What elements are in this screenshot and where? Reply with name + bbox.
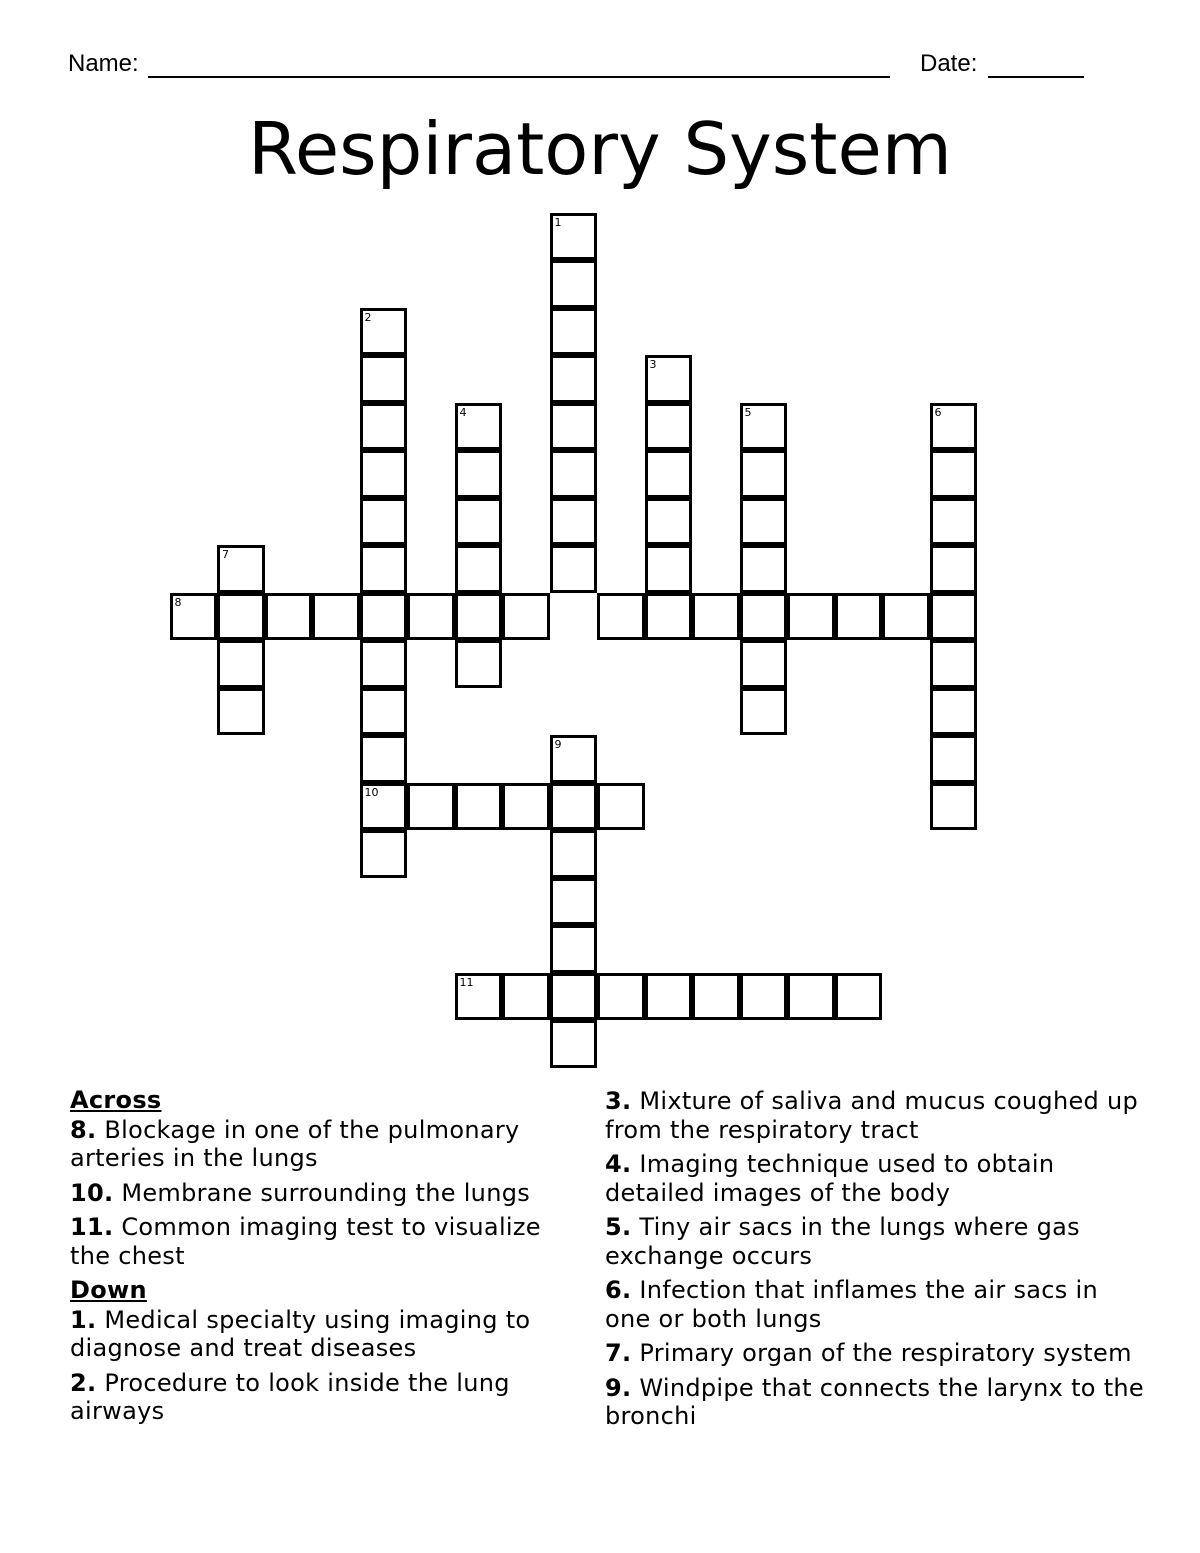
crossword-cell[interactable] xyxy=(265,593,313,641)
crossword-cell[interactable] xyxy=(407,593,455,641)
clue-item xyxy=(605,1213,1145,1270)
crossword-cell[interactable] xyxy=(930,735,978,783)
crossword-cell[interactable] xyxy=(550,783,598,831)
clue-item xyxy=(70,1116,570,1173)
crossword-cell[interactable] xyxy=(360,688,408,736)
crossword-cell-11[interactable] xyxy=(455,973,503,1021)
crossword-cell[interactable] xyxy=(930,593,978,641)
crossword-cell[interactable] xyxy=(407,783,455,831)
crossword-cell[interactable] xyxy=(455,593,503,641)
clue-item xyxy=(605,1374,1145,1431)
crossword-cell[interactable] xyxy=(882,593,930,641)
crossword-cell[interactable] xyxy=(217,593,265,641)
crossword-cell[interactable] xyxy=(930,688,978,736)
clue-number: 11 xyxy=(459,975,474,989)
crossword-cell[interactable] xyxy=(455,783,503,831)
crossword-cell[interactable] xyxy=(550,878,598,926)
crossword-cell-2[interactable] xyxy=(360,308,408,356)
crossword-cell[interactable] xyxy=(787,973,835,1021)
crossword-cell[interactable] xyxy=(692,973,740,1021)
crossword-cell[interactable] xyxy=(550,355,598,403)
crossword-cell[interactable] xyxy=(930,545,978,593)
crossword-cell[interactable] xyxy=(360,498,408,546)
clue-number: 9 xyxy=(554,738,562,751)
crossword-cell[interactable] xyxy=(597,973,645,1021)
crossword-cell[interactable] xyxy=(930,450,978,498)
date-label: Date: xyxy=(920,50,978,77)
crossword-cell[interactable] xyxy=(360,545,408,593)
crossword-cell[interactable] xyxy=(550,308,598,356)
crossword-cell[interactable] xyxy=(550,498,598,546)
clue-item xyxy=(605,1087,1145,1144)
crossword-cell[interactable] xyxy=(455,545,503,593)
crossword-cell-5[interactable] xyxy=(740,403,788,451)
clue-item xyxy=(70,1369,570,1426)
clues-left-column xyxy=(70,1084,570,1432)
clue-item xyxy=(605,1339,1145,1368)
crossword-cell[interactable] xyxy=(360,355,408,403)
down-clue-list-continued xyxy=(605,1087,1145,1431)
crossword-cell[interactable] xyxy=(360,735,408,783)
clue-item-text: Imaging technique used to obtain detailed images of the body xyxy=(605,1150,1055,1207)
crossword-cell[interactable] xyxy=(360,403,408,451)
crossword-cell[interactable] xyxy=(740,973,788,1021)
crossword-cell[interactable] xyxy=(455,498,503,546)
crossword-cell[interactable] xyxy=(645,593,693,641)
clue-item-text: Medical specialty using imaging to diagnose and treat diseases xyxy=(70,1305,531,1362)
crossword-cell-4[interactable] xyxy=(455,403,503,451)
crossword-cell[interactable] xyxy=(360,593,408,641)
crossword-cell[interactable] xyxy=(645,403,693,451)
crossword-cell[interactable] xyxy=(455,640,503,688)
name-label: Name: xyxy=(68,50,139,77)
crossword-cell-8[interactable] xyxy=(170,593,218,641)
crossword-cell[interactable] xyxy=(645,498,693,546)
clues-right-column xyxy=(605,1084,1145,1437)
crossword-cell[interactable] xyxy=(930,498,978,546)
clue-number: 4 xyxy=(459,405,467,419)
crossword-cell[interactable] xyxy=(692,593,740,641)
crossword-cell[interactable] xyxy=(740,593,788,641)
crossword-cell[interactable] xyxy=(835,593,883,641)
crossword-cell[interactable] xyxy=(217,688,265,736)
clue-item-text: Blockage in one of the pulmonary arteries in the lungs xyxy=(70,1115,520,1172)
crossword-cell[interactable] xyxy=(740,450,788,498)
clue-item-text: Windpipe that connects the larynx to the bronchi xyxy=(605,1373,1144,1430)
crossword-cell[interactable] xyxy=(360,640,408,688)
clue-item xyxy=(70,1213,570,1270)
crossword-cell[interactable] xyxy=(550,1020,598,1068)
down-clue-list xyxy=(70,1306,570,1426)
clue-item-number: 8. xyxy=(70,1115,97,1144)
crossword-cell-3[interactable] xyxy=(645,355,693,403)
clue-item-number: 2. xyxy=(70,1368,97,1397)
crossword-cell-7[interactable] xyxy=(217,545,265,593)
crossword-cell-6[interactable] xyxy=(930,403,978,451)
page-title: Respiratory System xyxy=(248,107,952,191)
clue-item-number: 3. xyxy=(605,1087,632,1115)
crossword-cell[interactable] xyxy=(360,830,408,878)
across-clue-list xyxy=(70,1116,570,1271)
clue-item-number: 5. xyxy=(605,1213,632,1241)
down-heading: Down xyxy=(70,1276,147,1304)
crossword-cell[interactable] xyxy=(550,545,598,593)
clue-item-number: 11. xyxy=(70,1213,114,1241)
clue-item-text: Primary organ of the respiratory system xyxy=(631,1339,1132,1367)
crossword-cell[interactable] xyxy=(550,973,598,1021)
crossword-cell[interactable] xyxy=(740,688,788,736)
clue-item-text: Infection that inflames the air sacs in one or both lungs xyxy=(605,1276,1099,1333)
crossword-cell[interactable] xyxy=(502,783,550,831)
crossword-cell[interactable] xyxy=(645,545,693,593)
crossword-cell[interactable] xyxy=(550,830,598,878)
crossword-cell[interactable] xyxy=(550,925,598,973)
crossword-cell[interactable] xyxy=(597,783,645,831)
crossword-cell[interactable] xyxy=(787,593,835,641)
crossword-cell[interactable] xyxy=(550,450,598,498)
clue-number: 8 xyxy=(174,595,182,609)
clue-item-text: Membrane surrounding the lungs xyxy=(113,1178,531,1207)
crossword-cell[interactable] xyxy=(645,450,693,498)
crossword-cell-10[interactable] xyxy=(360,783,408,831)
crossword-cell-9[interactable] xyxy=(550,735,598,783)
clue-number: 6 xyxy=(934,405,942,419)
crossword-cell[interactable] xyxy=(930,783,978,831)
clue-item xyxy=(605,1150,1145,1207)
clue-number: 7 xyxy=(222,548,229,561)
crossword-cell[interactable] xyxy=(740,640,788,688)
crossword-cell[interactable] xyxy=(597,593,645,641)
crossword-cell[interactable] xyxy=(217,640,265,688)
clue-item-text: Procedure to look inside the lung airways xyxy=(70,1368,510,1425)
clue-item-number: 1. xyxy=(70,1305,97,1334)
across-heading: Across xyxy=(70,1086,162,1114)
crossword-cell[interactable] xyxy=(550,260,598,308)
clue-number: 2 xyxy=(364,310,372,324)
clue-number: 5 xyxy=(744,405,752,419)
clue-item-text: Tiny air sacs in the lungs where gas exchange occurs xyxy=(605,1213,1080,1270)
clue-item-number: 10. xyxy=(70,1178,114,1207)
crossword-cell[interactable] xyxy=(312,593,360,641)
clue-number: 1 xyxy=(554,215,562,229)
crossword-cell[interactable] xyxy=(360,450,408,498)
clue-item-number: 4. xyxy=(605,1150,632,1178)
crossword-cell[interactable] xyxy=(550,403,598,451)
clue-item xyxy=(70,1306,570,1363)
crossword-cell[interactable] xyxy=(835,973,883,1021)
clue-item-text: Common imaging test to visualize the chest xyxy=(70,1213,541,1270)
crossword-cell[interactable] xyxy=(502,973,550,1021)
clue-item-number: 6. xyxy=(605,1276,632,1304)
clue-number: 3 xyxy=(649,358,657,371)
clue-item xyxy=(605,1276,1145,1333)
crossword-cell[interactable] xyxy=(645,973,693,1021)
crossword-cell[interactable] xyxy=(455,450,503,498)
crossword-cell[interactable] xyxy=(740,545,788,593)
crossword-cell-1[interactable] xyxy=(550,213,598,261)
clue-item xyxy=(70,1179,570,1208)
crossword-cell[interactable] xyxy=(502,593,550,641)
crossword-cell[interactable] xyxy=(930,640,978,688)
clue-item-text: Mixture of saliva and mucus coughed up from the respiratory tract xyxy=(605,1087,1139,1144)
clue-number: 10 xyxy=(364,785,379,799)
clue-item-number: 9. xyxy=(605,1373,632,1402)
clue-item-number: 7. xyxy=(605,1339,632,1367)
crossword-cell[interactable] xyxy=(740,498,788,546)
